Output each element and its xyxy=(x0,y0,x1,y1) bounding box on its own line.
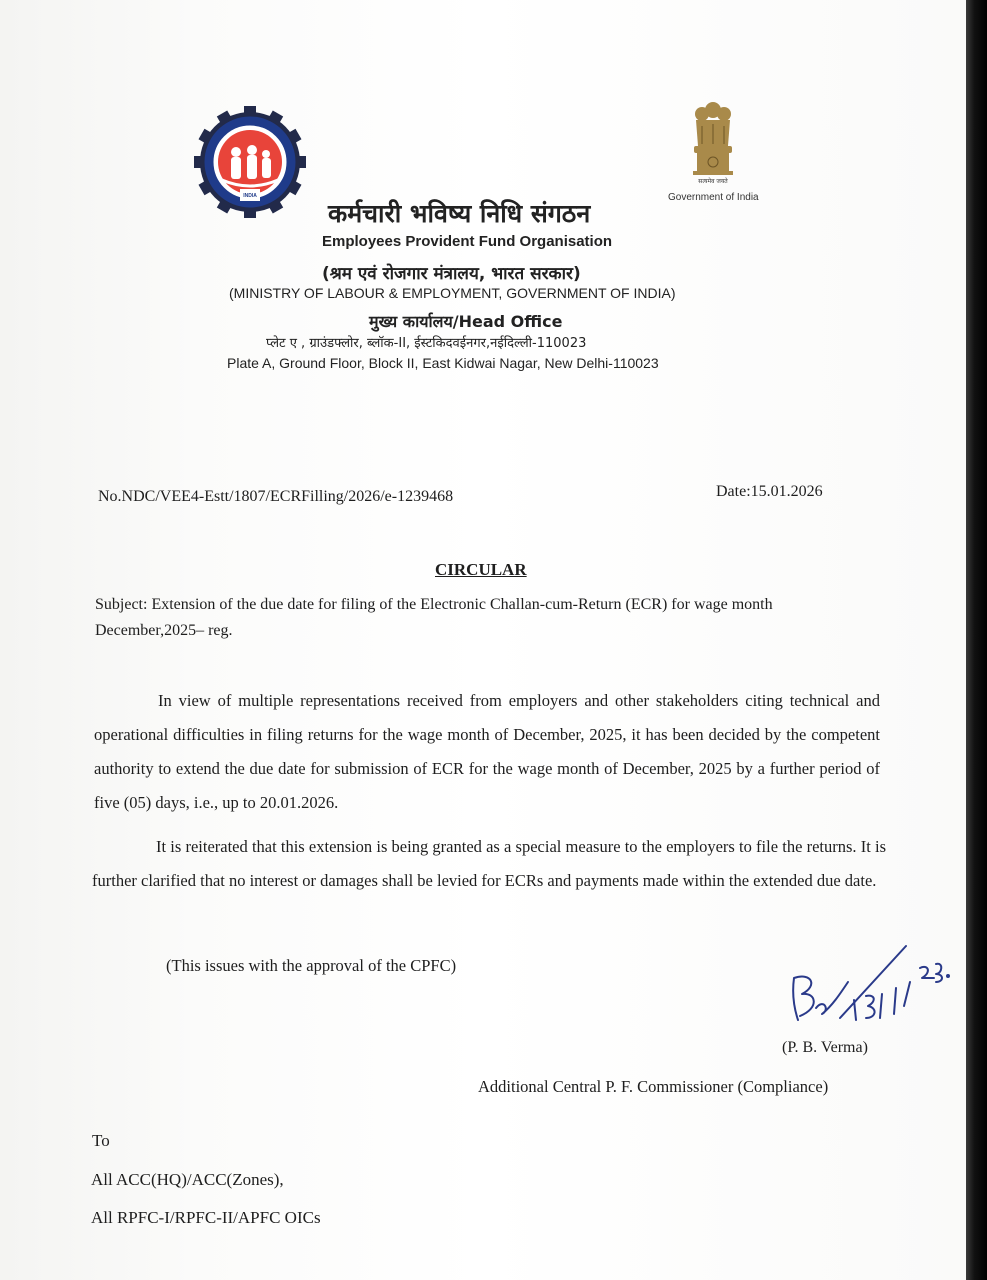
circular-heading: CIRCULAR xyxy=(435,560,527,579)
body-paragraph-2: It is reiterated that this extension is being granted as a special measure to the employers to file the returns. It is further clarified that no interest or damages shall be levied for ECRs and payments made within the extended due date. xyxy=(92,837,886,890)
address: Plate A, Ground Floor, Block II, East Kidwai Nagar, New Delhi-110023 xyxy=(227,355,659,371)
emblem-label: Government of India xyxy=(668,192,759,203)
recipient-line: All ACC(HQ)/ACC(Zones), xyxy=(91,1170,284,1189)
recipient-line: All RPFC-I/RPFC-II/APFC OICs xyxy=(91,1208,321,1227)
address-hindi: प्लेट ए , ग्राउंडफ्लोर, ब्लॉक-II, ईस्टकिदवईनगर,नईदिल्ली-110023 xyxy=(266,336,587,351)
svg-text:INDIA: INDIA xyxy=(243,193,257,199)
ministry-hindi: (श्रम एवं रोजगार मंत्रालय, भारत सरकार) xyxy=(322,264,581,284)
body-paragraph-1: In view of multiple representations received from employers and other stakeholders citing technical and operational difficulties in filing returns for the wage month of December, 2025, it has been decided by the competent authority to extend the due date for submission of ECR for the wage month of December, 2025 by a further period of five (05) days, i.e., up to 20.01.2026. xyxy=(94,691,880,812)
approval-note: (This issues with the approval of the CPFC) xyxy=(166,956,457,975)
letter-date: Date:15.01.2026 xyxy=(716,483,823,500)
subject-line: Subject: Extension of the due date for filing of the Electronic Challan-cum-Return (ECR) for wage month December,2025– reg. xyxy=(95,596,773,639)
reference-number: No.NDC/VEE4-Estt/1807/ECRFilling/2026/e-1239468 xyxy=(98,488,454,505)
signatory-title: Additional Central P. F. Commissioner (Compliance) xyxy=(478,1077,829,1096)
org-name-hindi: कर्मचारी भविष्य निधि संगठन xyxy=(328,199,591,228)
national-emblem-icon xyxy=(688,100,738,186)
ministry: (MINISTRY OF LABOUR & EMPLOYMENT, GOVERNMENT OF INDIA) xyxy=(229,285,676,301)
head-office: मुख्य कार्यालय/Head Office xyxy=(369,312,563,331)
to-label: To xyxy=(92,1131,110,1150)
scan-edge xyxy=(966,0,987,1280)
signatory-name: (P. B. Verma) xyxy=(782,1039,868,1056)
org-name: Employees Provident Fund Organisation xyxy=(322,233,613,250)
handwritten-signature xyxy=(782,938,952,1028)
epfo-logo xyxy=(178,106,322,218)
svg-text:सत्यमेव जयते: सत्यमेव जयते xyxy=(698,178,728,185)
